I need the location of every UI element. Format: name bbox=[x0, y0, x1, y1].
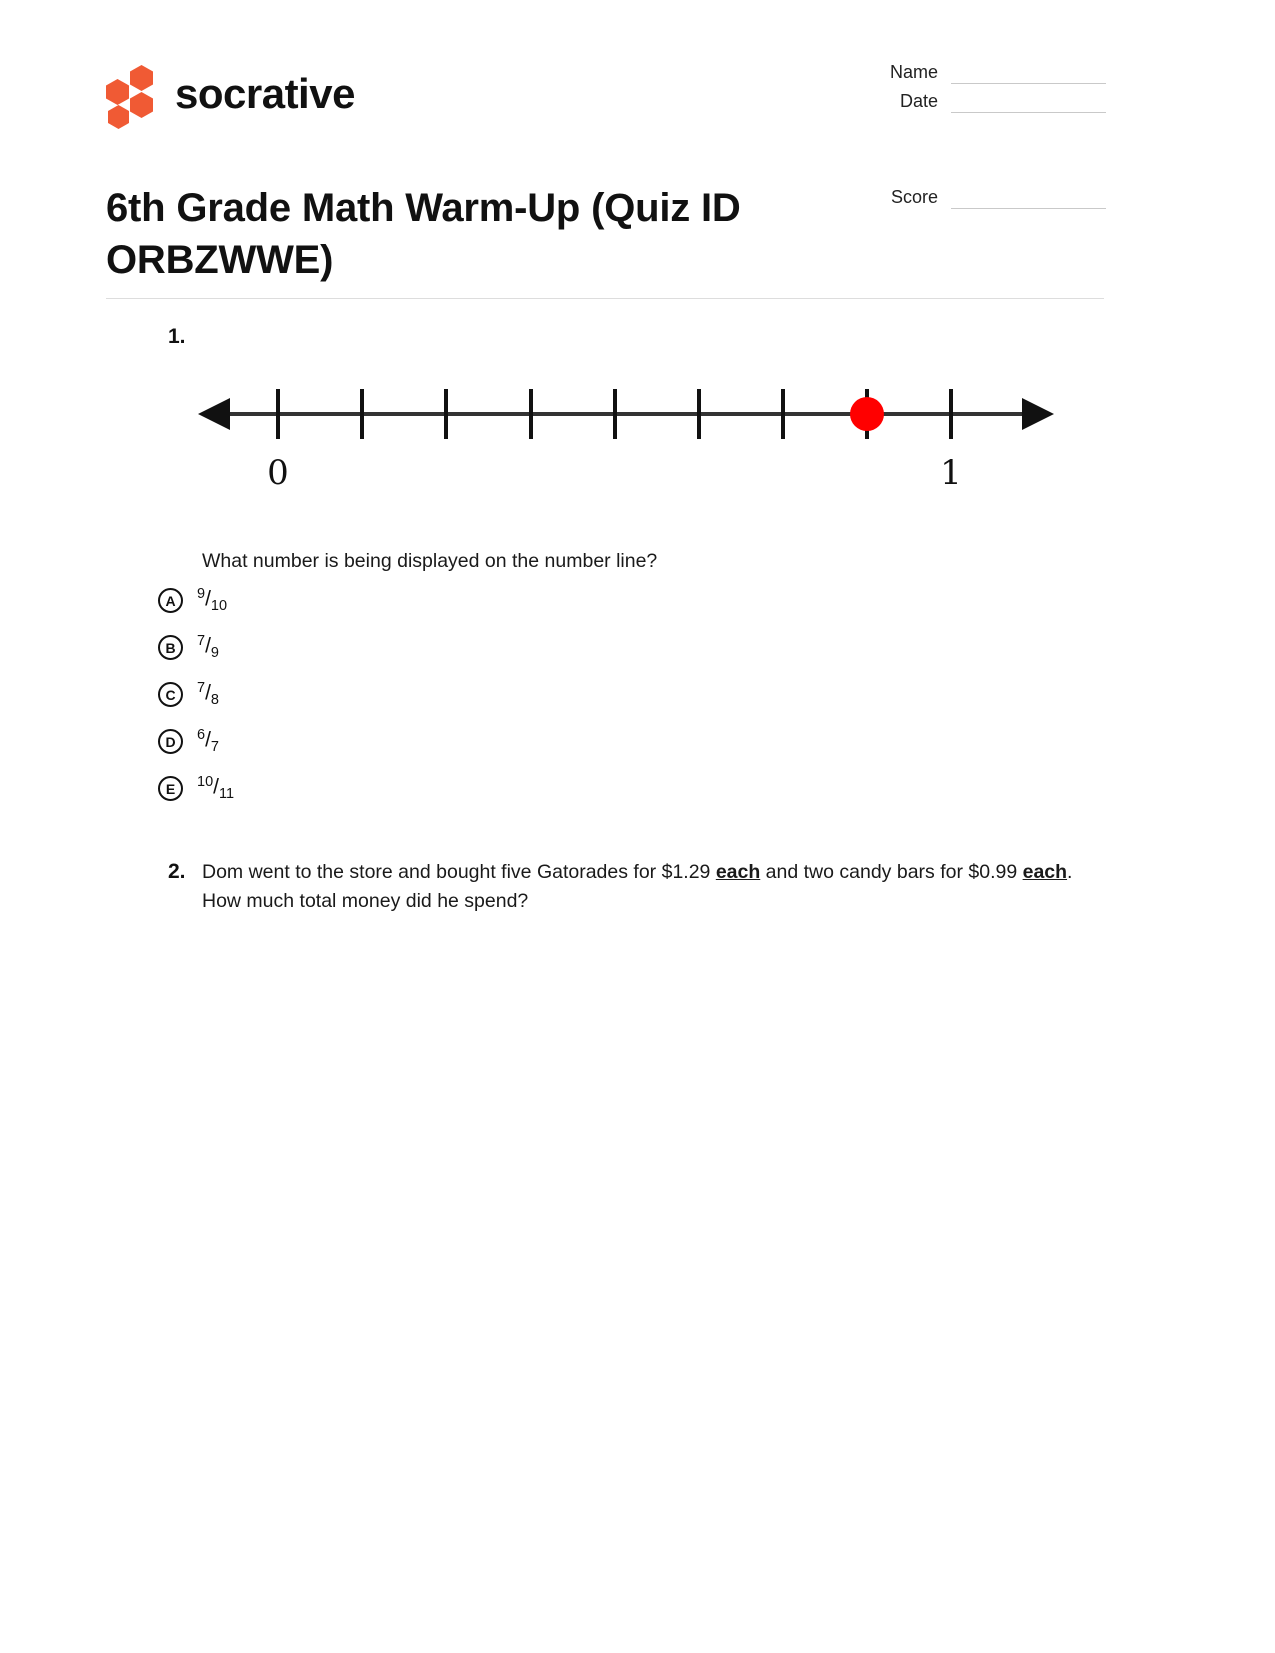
choice-b-numerator: 7 bbox=[197, 633, 206, 650]
score-field-row bbox=[806, 180, 1106, 209]
question-2-text: Dom went to the store and bought five Gatorades for $1.29 each and two candy bars for $0.99 each. How much total money did he spend? bbox=[202, 861, 1073, 912]
score-field-label: Score bbox=[890, 187, 938, 207]
question-1-choices bbox=[158, 577, 758, 812]
choice-c-value bbox=[197, 681, 219, 708]
choice-c-denominator: 8 bbox=[210, 692, 219, 709]
name-field-row bbox=[806, 55, 1106, 84]
choice-e[interactable] bbox=[158, 765, 758, 812]
hexagon-icon bbox=[130, 65, 153, 91]
choice-d[interactable] bbox=[158, 718, 758, 765]
date-field-input[interactable] bbox=[951, 90, 1106, 113]
date-field-row bbox=[806, 84, 1106, 113]
question-1-number: 1. bbox=[168, 325, 186, 348]
choice-a-numerator: 9 bbox=[197, 586, 206, 603]
choice-d-denominator: 7 bbox=[210, 739, 219, 756]
choice-d-numerator: 6 bbox=[197, 727, 206, 744]
header-divider bbox=[106, 298, 1104, 299]
question-1-text: What number is being displayed on the number line? bbox=[202, 550, 658, 572]
choice-c-bubble[interactable]: C bbox=[158, 682, 183, 707]
fraction-slash-icon: / bbox=[213, 775, 219, 799]
left-arrow-icon bbox=[198, 398, 230, 430]
choice-a[interactable] bbox=[158, 577, 758, 624]
fraction-slash-icon: / bbox=[205, 728, 211, 752]
right-arrow-icon bbox=[1022, 398, 1054, 430]
choice-d-bubble[interactable]: D bbox=[158, 729, 183, 754]
choice-c[interactable] bbox=[158, 671, 758, 718]
number-line-marker bbox=[850, 397, 884, 431]
number-line-label-end: 1 bbox=[940, 453, 962, 493]
name-field-label: Name bbox=[889, 62, 938, 82]
fraction-slash-icon: / bbox=[205, 681, 211, 705]
choice-e-bubble[interactable]: E bbox=[158, 776, 183, 801]
choice-a-denominator: 10 bbox=[210, 598, 228, 615]
choice-e-value bbox=[197, 775, 234, 802]
question-2-number: 2. bbox=[168, 860, 186, 883]
choice-b-denominator: 9 bbox=[210, 645, 219, 662]
choice-d-value bbox=[197, 728, 219, 755]
fraction-slash-icon: / bbox=[205, 587, 211, 611]
emphasis-text: each bbox=[1022, 861, 1068, 883]
score-field-input[interactable] bbox=[951, 186, 1106, 209]
number-line-label-start: 0 bbox=[267, 453, 289, 493]
date-field-label: Date bbox=[899, 91, 938, 111]
number-line-figure bbox=[196, 372, 1056, 502]
fraction-slash-icon: / bbox=[205, 634, 211, 658]
choice-e-numerator: 10 bbox=[197, 774, 214, 791]
choice-b-bubble[interactable]: B bbox=[158, 635, 183, 660]
choice-b[interactable] bbox=[158, 624, 758, 671]
logo-wordmark: socrative bbox=[175, 70, 355, 117]
choice-b-value bbox=[197, 634, 219, 661]
hexagon-icon bbox=[106, 79, 129, 105]
page-header bbox=[106, 55, 1106, 282]
number-line-svg bbox=[196, 372, 1056, 502]
choice-c-numerator: 7 bbox=[197, 680, 206, 697]
emphasis-text: each bbox=[715, 861, 761, 883]
name-field-input[interactable] bbox=[951, 61, 1106, 84]
choice-a-value bbox=[197, 587, 227, 614]
hexagon-icon bbox=[130, 92, 153, 118]
choice-a-bubble[interactable]: A bbox=[158, 588, 183, 613]
hexagon-icon bbox=[108, 105, 129, 129]
hexagon-cluster-icon bbox=[106, 65, 158, 121]
socrative-logo bbox=[106, 65, 355, 121]
page-title: 6th Grade Math Warm-Up (Quiz ID ORBZWWE) bbox=[106, 185, 741, 282]
student-info-block bbox=[806, 55, 1106, 209]
choice-e-denominator: 11 bbox=[218, 786, 235, 803]
